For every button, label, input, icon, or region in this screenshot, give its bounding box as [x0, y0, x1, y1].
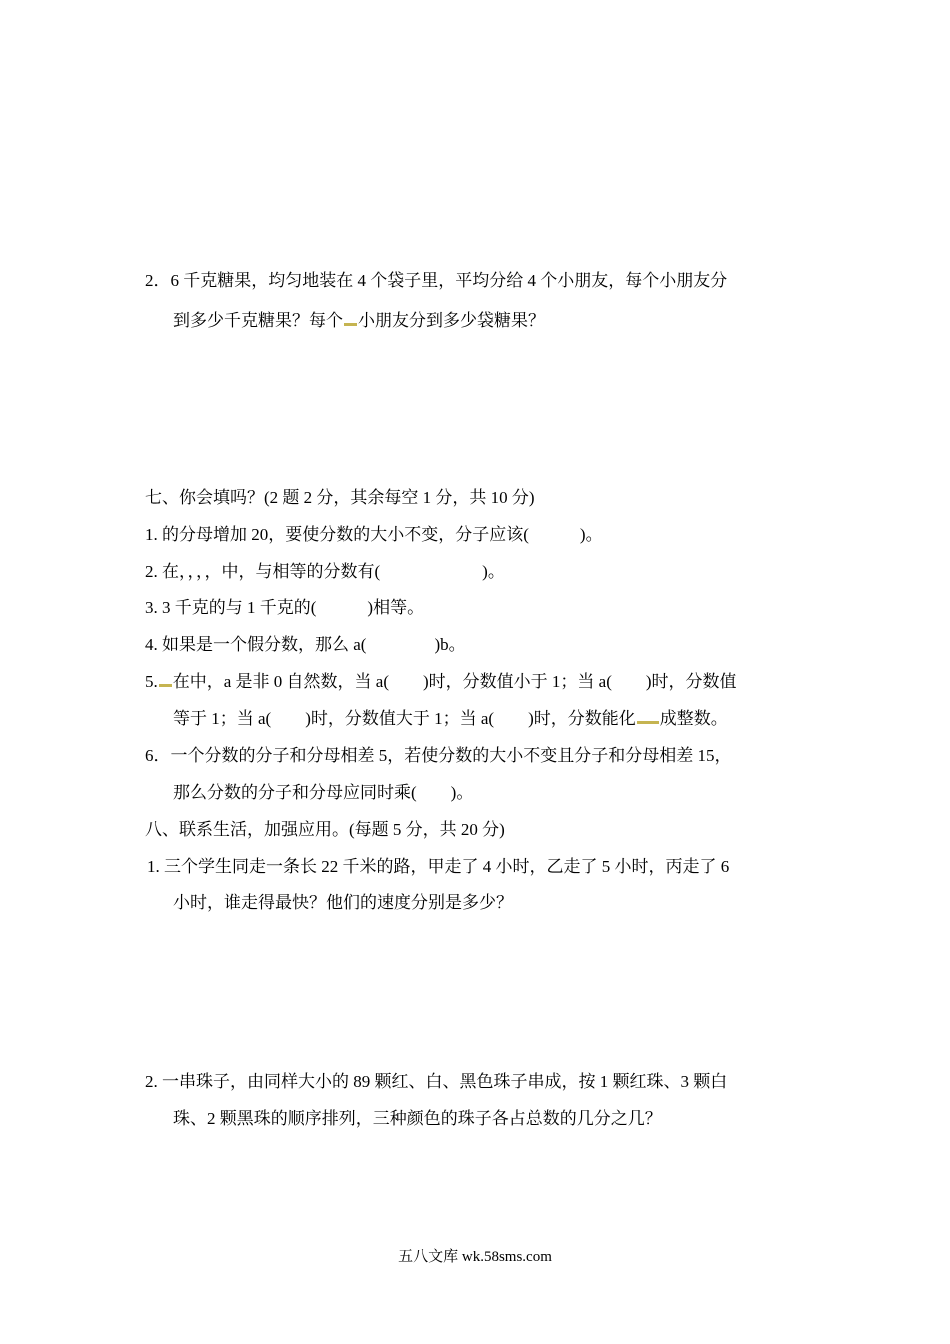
s7-q5-line2-end: 成整数。: [659, 709, 728, 728]
s7-q2: 2. 在，，，，中，与相等的分数有( )。: [145, 562, 505, 581]
q6-2-line2-start: 到多少千克糖果？每个: [173, 311, 343, 330]
q6-2-line2: [173, 310, 545, 332]
s7-q5-line1: [145, 671, 737, 693]
section7-title: 七、你会填吗？(2 题 2 分，其余每空 1 分，共 10 分): [145, 488, 535, 507]
s8-q1-line2: 小时，谁走得最快？他们的速度分别是多少？: [173, 893, 513, 912]
q6-2-line1: 2．6 千克糖果，均匀地装在 4 个袋子里，平均分给 4 个小朋友，每个小朋友分: [145, 271, 728, 290]
s8-q2-line1: 2. 一串珠子，由同样大小的 89 颗红、白、黑色珠子串成，按 1 颗红珠、3 颗白: [145, 1072, 728, 1091]
s7-q4: 4. 如果是一个假分数，那么 a( )b。: [145, 635, 466, 654]
highlight-mark: [344, 323, 357, 326]
s7-q5-line1-text: 在中，a 是非 0 自然数，当 a( )时，分数值小于 1；当 a( )时，分数值: [172, 672, 737, 691]
s8-q1-line1: 1. 三个学生同走一条长 22 千米的路，甲走了 4 小时，乙走了 5 小时，丙走了 6: [147, 857, 730, 876]
s7-q5-number: 5.: [145, 672, 158, 691]
s7-q3: 3. 3 千克的与 1 千克的( )相等。: [145, 598, 425, 617]
highlight-mark: [637, 721, 659, 724]
highlight-mark: [159, 684, 172, 687]
section8-title: 八、联系生活，加强应用。(每题 5 分，共 20 分): [145, 820, 505, 839]
s7-q6-line1: 6．一个分数的分子和分母相差 5，若使分数的大小不变且分子和分母相差 15，: [145, 746, 732, 765]
q6-2-line2-end: 小朋友分到多少袋糖果？: [358, 311, 545, 330]
s7-q5-line2: [173, 708, 728, 730]
s8-q2-line2: 珠、2 颗黑珠的顺序排列，三种颜色的珠子各占总数的几分之几？: [173, 1109, 662, 1128]
s7-q5-line2-text: 等于 1；当 a( )时，分数值大于 1；当 a( )时，分数能化: [173, 709, 636, 728]
page-footer: 五八文库 wk.58sms.com: [398, 1249, 552, 1265]
s7-q6-line2: 那么分数的分子和分母应同时乘( )。: [173, 783, 474, 802]
s7-q1: 1. 的分母增加 20，要使分数的大小不变，分子应该( )。: [145, 525, 603, 544]
